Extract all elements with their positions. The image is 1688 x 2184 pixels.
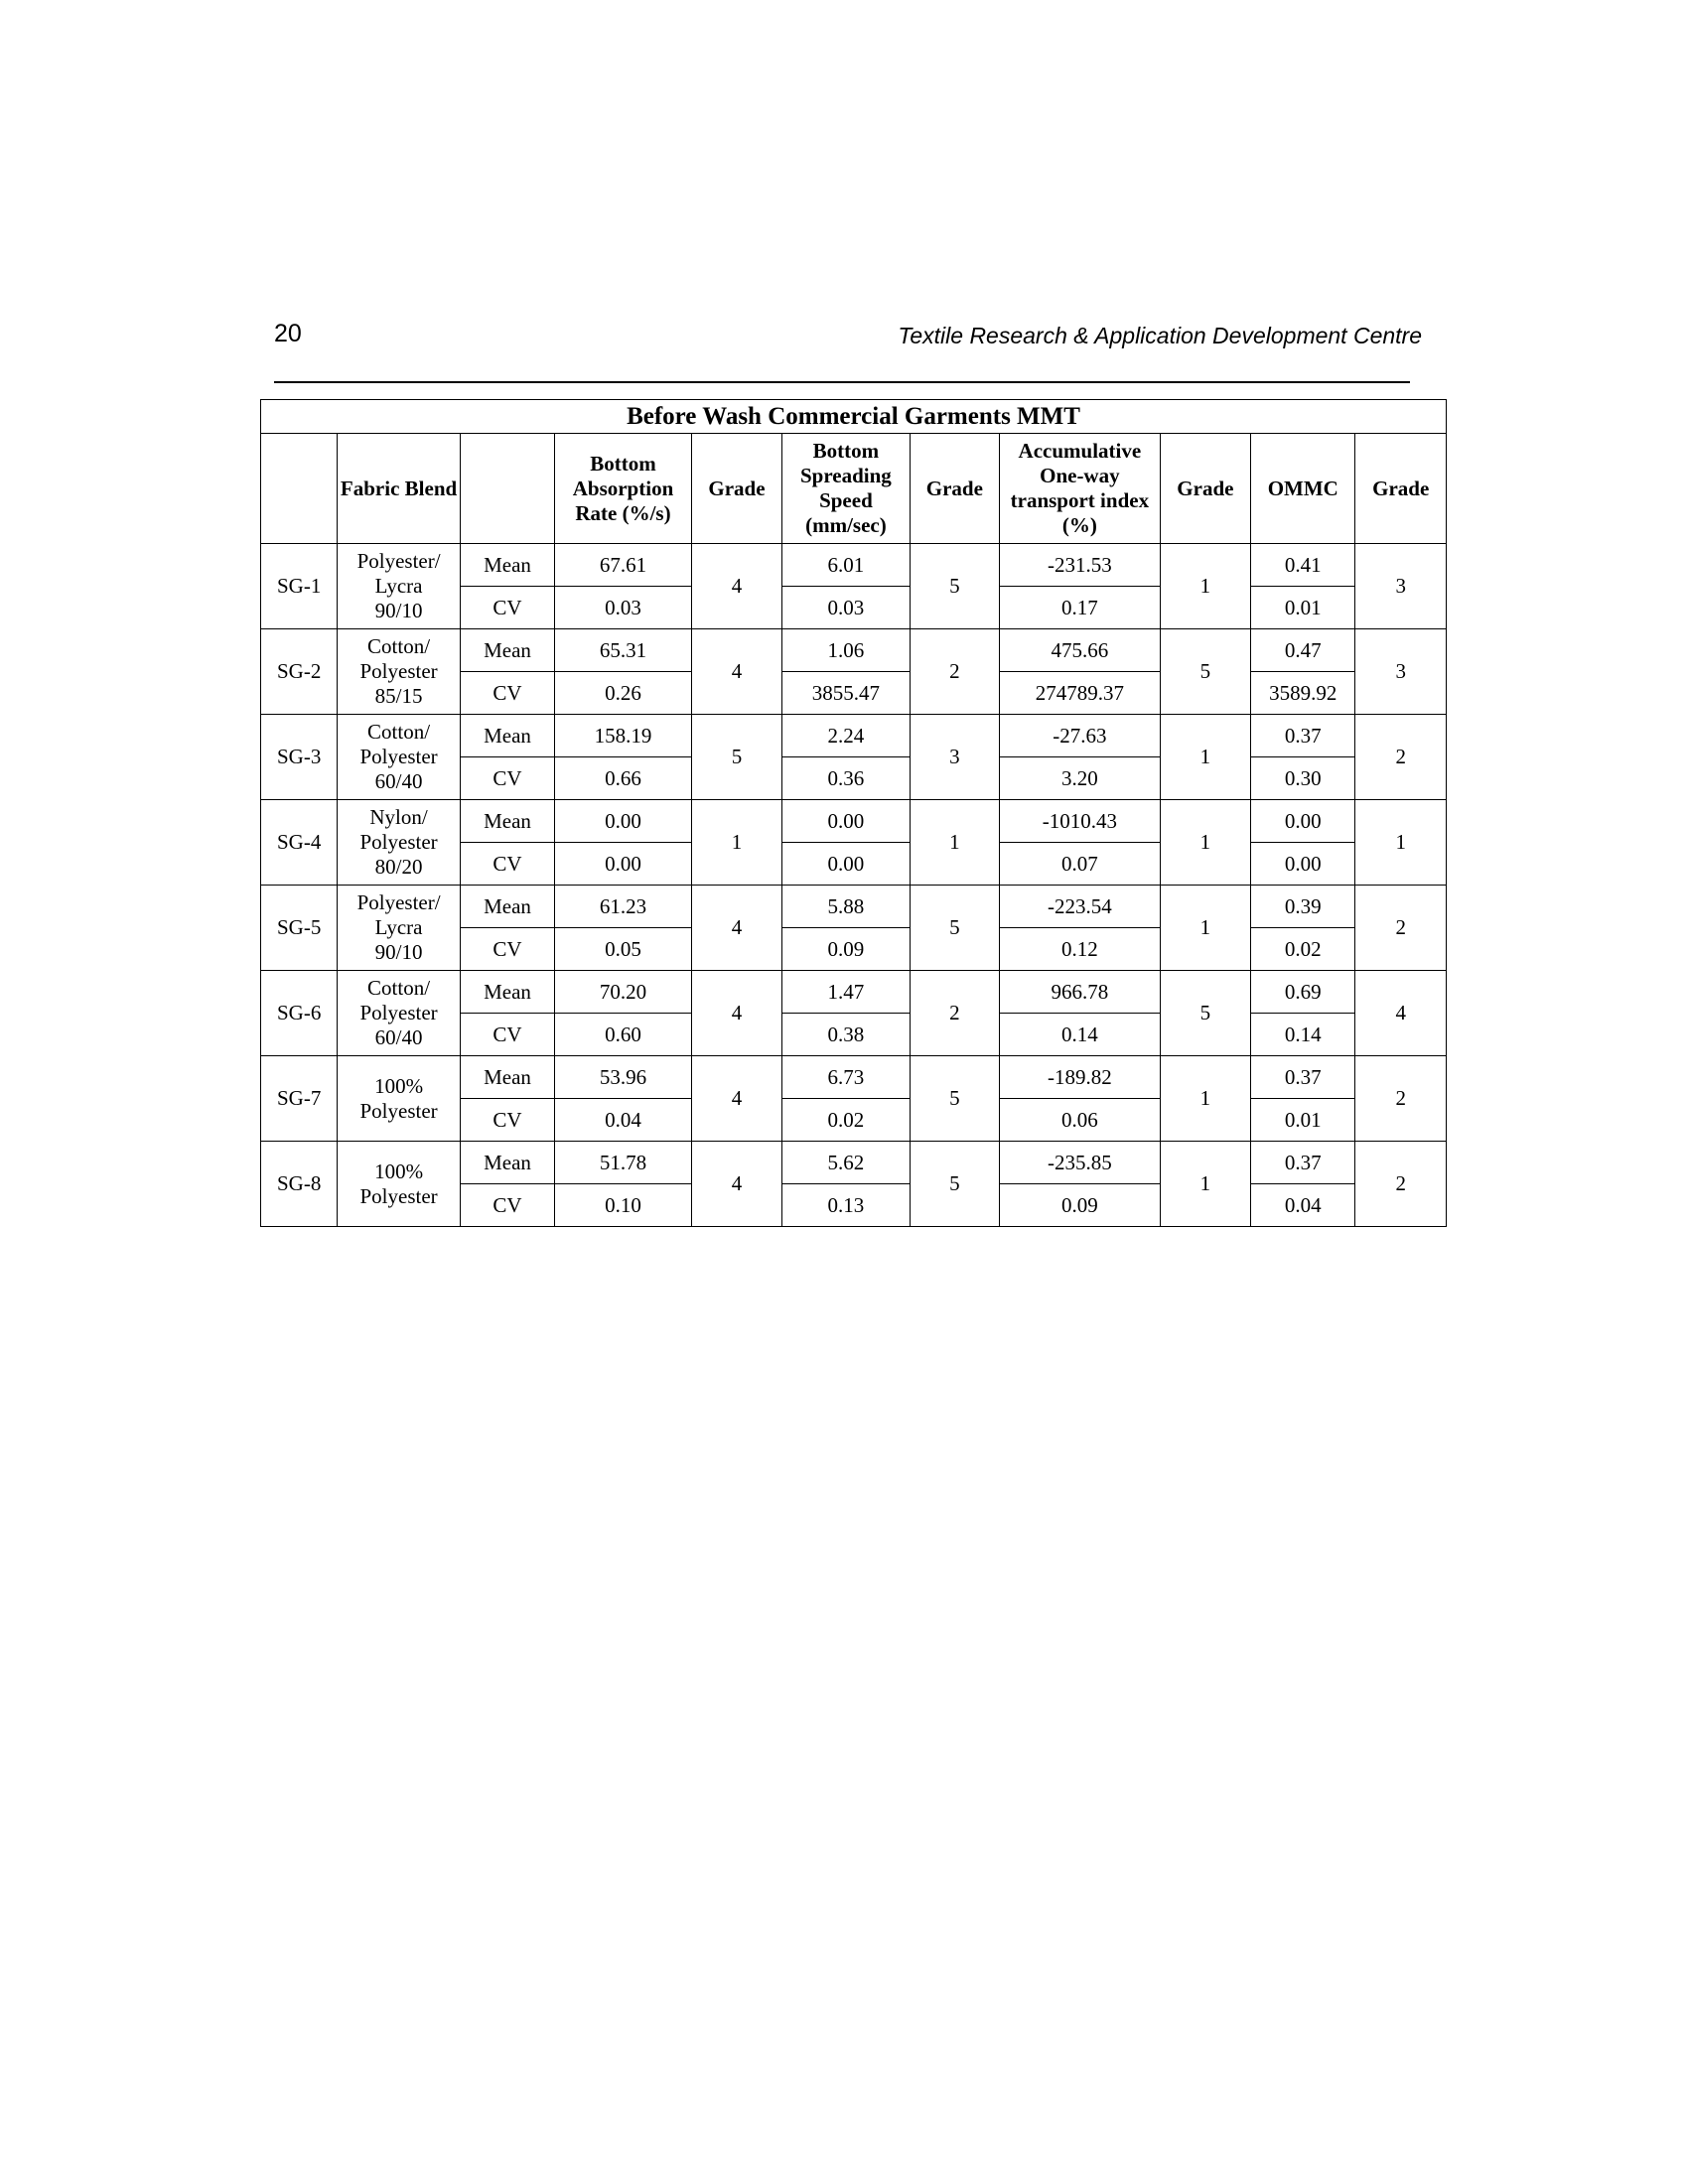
sample-id: SG-3: [261, 715, 338, 800]
table-row: [261, 800, 1447, 843]
fabric-blend-line: Cotton/: [367, 720, 431, 744]
grade-transport: 1: [1160, 1056, 1250, 1142]
grade-spreading: 3: [910, 715, 999, 800]
spread-cv-value: 0.13: [782, 1184, 911, 1227]
grade-transport: 1: [1160, 715, 1250, 800]
grade-absorption: 4: [691, 629, 781, 715]
header-rule: [274, 381, 1410, 383]
stat-label: Mean: [460, 886, 554, 928]
ommc-cv-value: 3589.92: [1251, 672, 1355, 715]
fabric-blend-line: Polyester: [359, 1098, 438, 1123]
spread-cv-value: 0.36: [782, 757, 911, 800]
grade-absorption: 4: [691, 971, 781, 1056]
stat-label: Mean: [460, 544, 554, 587]
spread-cv-value: 3855.47: [782, 672, 911, 715]
ommc-cv-value: 0.14: [1251, 1014, 1355, 1056]
fabric-blend-line: 85/15: [374, 684, 423, 708]
abs-cv-value: 0.00: [555, 843, 692, 886]
table-row: [261, 1056, 1447, 1099]
stat-label: CV: [460, 1014, 554, 1056]
grade-ommc: 1: [1355, 800, 1447, 886]
grade-transport: 1: [1160, 1142, 1250, 1227]
ommc-mean-value: 0.69: [1251, 971, 1355, 1014]
trans-cv-value: 0.14: [1000, 1014, 1161, 1056]
fabric-blend-line: Cotton/: [367, 634, 431, 658]
sample-id: SG-8: [261, 1142, 338, 1227]
trans-mean-value: -235.85: [1000, 1142, 1161, 1184]
sample-id: SG-2: [261, 629, 338, 715]
table-row: [261, 971, 1447, 1014]
grade-ommc: 2: [1355, 1056, 1447, 1142]
ommc-cv-value: 0.00: [1251, 843, 1355, 886]
ommc-cv-value: 0.01: [1251, 1099, 1355, 1142]
abs-mean-value: 65.31: [555, 629, 692, 672]
grade-transport: 1: [1160, 886, 1250, 971]
spread-mean-value: 5.88: [782, 886, 911, 928]
header-ommc: OMMC: [1251, 434, 1355, 544]
fabric-blend-line: Nylon/: [369, 805, 428, 829]
stat-label: Mean: [460, 1056, 554, 1099]
fabric-blend-line: Lycra: [374, 915, 423, 939]
fabric-blend: [338, 544, 461, 629]
trans-mean-value: -1010.43: [1000, 800, 1161, 843]
stat-label: Mean: [460, 715, 554, 757]
trans-cv-value: 0.06: [1000, 1099, 1161, 1142]
fabric-blend-line: Lycra: [374, 574, 423, 598]
grade-spreading: 2: [910, 629, 999, 715]
stat-label: Mean: [460, 971, 554, 1014]
trans-mean-value: 475.66: [1000, 629, 1161, 672]
header-grade-ommc: Grade: [1355, 434, 1447, 544]
sample-id: SG-4: [261, 800, 338, 886]
stat-label: CV: [460, 757, 554, 800]
sample-id: SG-1: [261, 544, 338, 629]
fabric-blend-line: 90/10: [374, 599, 423, 622]
fabric-blend-line: Polyester: [359, 1183, 438, 1208]
ommc-mean-value: 0.37: [1251, 1056, 1355, 1099]
grade-ommc: 2: [1355, 1142, 1447, 1227]
ommc-mean-value: 0.47: [1251, 629, 1355, 672]
fabric-blend-line: 60/40: [374, 1025, 423, 1049]
grade-ommc: 2: [1355, 886, 1447, 971]
header-transport: Accumulative One-way transport index (%): [1000, 434, 1161, 544]
abs-cv-value: 0.03: [555, 587, 692, 629]
trans-cv-value: 0.07: [1000, 843, 1161, 886]
spread-cv-value: 0.09: [782, 928, 911, 971]
table-row: [261, 629, 1447, 672]
spread-cv-value: 0.00: [782, 843, 911, 886]
spread-mean-value: 2.24: [782, 715, 911, 757]
stat-label: CV: [460, 1184, 554, 1227]
fabric-blend: [338, 800, 461, 886]
stat-label: CV: [460, 928, 554, 971]
fabric-blend-line: Polyester: [359, 830, 438, 854]
ommc-cv-value: 0.02: [1251, 928, 1355, 971]
spread-mean-value: 6.01: [782, 544, 911, 587]
spread-cv-value: 0.03: [782, 587, 911, 629]
abs-mean-value: 53.96: [555, 1056, 692, 1099]
grade-ommc: 3: [1355, 629, 1447, 715]
spread-mean-value: 5.62: [782, 1142, 911, 1184]
abs-cv-value: 0.66: [555, 757, 692, 800]
abs-cv-value: 0.04: [555, 1099, 692, 1142]
abs-mean-value: 158.19: [555, 715, 692, 757]
spread-mean-value: 1.06: [782, 629, 911, 672]
stat-label: CV: [460, 843, 554, 886]
ommc-cv-value: 0.04: [1251, 1184, 1355, 1227]
running-title: Textile Research & Application Development Centre: [898, 323, 1422, 348]
table-row: [261, 544, 1447, 587]
fabric-blend-line: 80/20: [374, 855, 423, 879]
fabric-blend-line: 100%: [374, 1159, 424, 1183]
ommc-cv-value: 0.01: [1251, 587, 1355, 629]
ommc-mean-value: 0.37: [1251, 715, 1355, 757]
table-title: Before Wash Commercial Garments MMT: [261, 400, 1447, 434]
header-spreading: Bottom Spreading Speed (mm/sec): [782, 434, 911, 544]
fabric-blend-line: Polyester: [359, 659, 438, 683]
table-row: [261, 886, 1447, 928]
sample-id: SG-5: [261, 886, 338, 971]
fabric-blend: [338, 629, 461, 715]
grade-absorption: 5: [691, 715, 781, 800]
fabric-blend-line: Polyester/: [356, 890, 441, 914]
grade-absorption: 4: [691, 886, 781, 971]
abs-cv-value: 0.05: [555, 928, 692, 971]
grade-spreading: 5: [910, 544, 999, 629]
trans-mean-value: 966.78: [1000, 971, 1161, 1014]
stat-label: Mean: [460, 800, 554, 843]
stat-label: Mean: [460, 1142, 554, 1184]
grade-absorption: 4: [691, 1142, 781, 1227]
column-header-row: [261, 434, 1447, 544]
ommc-mean-value: 0.00: [1251, 800, 1355, 843]
sample-id: SG-7: [261, 1056, 338, 1142]
stat-label: Mean: [460, 629, 554, 672]
table-row: [261, 1142, 1447, 1184]
grade-ommc: 2: [1355, 715, 1447, 800]
spread-mean-value: 1.47: [782, 971, 911, 1014]
abs-cv-value: 0.60: [555, 1014, 692, 1056]
abs-cv-value: 0.10: [555, 1184, 692, 1227]
trans-mean-value: -223.54: [1000, 886, 1161, 928]
grade-ommc: 3: [1355, 544, 1447, 629]
abs-mean-value: 51.78: [555, 1142, 692, 1184]
header-grade-spreading: Grade: [910, 434, 999, 544]
page-number: 20: [274, 320, 302, 347]
spread-mean-value: 6.73: [782, 1056, 911, 1099]
sample-id: SG-6: [261, 971, 338, 1056]
abs-mean-value: 61.23: [555, 886, 692, 928]
grade-transport: 1: [1160, 800, 1250, 886]
grade-absorption: 4: [691, 544, 781, 629]
fabric-blend-line: 100%: [374, 1073, 424, 1098]
fabric-blend-line: 60/40: [374, 769, 423, 793]
table-body: [261, 544, 1447, 1227]
spread-mean-value: 0.00: [782, 800, 911, 843]
abs-mean-value: 67.61: [555, 544, 692, 587]
mmt-table: [260, 399, 1447, 1227]
header-id: [261, 434, 338, 544]
grade-spreading: 1: [910, 800, 999, 886]
ommc-mean-value: 0.41: [1251, 544, 1355, 587]
header-stat: [460, 434, 554, 544]
trans-cv-value: 0.09: [1000, 1184, 1161, 1227]
abs-cv-value: 0.26: [555, 672, 692, 715]
grade-transport: 1: [1160, 544, 1250, 629]
stat-label: CV: [460, 587, 554, 629]
trans-mean-value: -231.53: [1000, 544, 1161, 587]
grade-absorption: 4: [691, 1056, 781, 1142]
fabric-blend-line: Polyester/: [356, 549, 441, 573]
grade-spreading: 5: [910, 1056, 999, 1142]
trans-cv-value: 0.12: [1000, 928, 1161, 971]
header-grade-transport: Grade: [1160, 434, 1250, 544]
grade-transport: 5: [1160, 629, 1250, 715]
abs-mean-value: 0.00: [555, 800, 692, 843]
fabric-blend-line: Polyester: [359, 745, 438, 768]
stat-label: CV: [460, 672, 554, 715]
spread-cv-value: 0.02: [782, 1099, 911, 1142]
trans-cv-value: 0.17: [1000, 587, 1161, 629]
trans-cv-value: 274789.37: [1000, 672, 1161, 715]
fabric-blend-line: Cotton/: [367, 976, 431, 1000]
ommc-cv-value: 0.30: [1251, 757, 1355, 800]
grade-spreading: 5: [910, 1142, 999, 1227]
ommc-mean-value: 0.39: [1251, 886, 1355, 928]
grade-ommc: 4: [1355, 971, 1447, 1056]
header-fabric-blend: Fabric Blend: [338, 434, 461, 544]
fabric-blend: [338, 1056, 461, 1142]
header-grade-absorption: Grade: [691, 434, 781, 544]
table-row: [261, 715, 1447, 757]
trans-cv-value: 3.20: [1000, 757, 1161, 800]
grade-absorption: 1: [691, 800, 781, 886]
fabric-blend: [338, 1142, 461, 1227]
stat-label: CV: [460, 1099, 554, 1142]
fabric-blend-line: 90/10: [374, 940, 423, 964]
fabric-blend: [338, 715, 461, 800]
abs-mean-value: 70.20: [555, 971, 692, 1014]
fabric-blend: [338, 886, 461, 971]
spread-cv-value: 0.38: [782, 1014, 911, 1056]
fabric-blend: [338, 971, 461, 1056]
grade-spreading: 5: [910, 886, 999, 971]
fabric-blend-line: Polyester: [359, 1001, 438, 1024]
trans-mean-value: -27.63: [1000, 715, 1161, 757]
header-absorption: Bottom Absorption Rate (%/s): [555, 434, 692, 544]
grade-transport: 5: [1160, 971, 1250, 1056]
ommc-mean-value: 0.37: [1251, 1142, 1355, 1184]
trans-mean-value: -189.82: [1000, 1056, 1161, 1099]
grade-spreading: 2: [910, 971, 999, 1056]
